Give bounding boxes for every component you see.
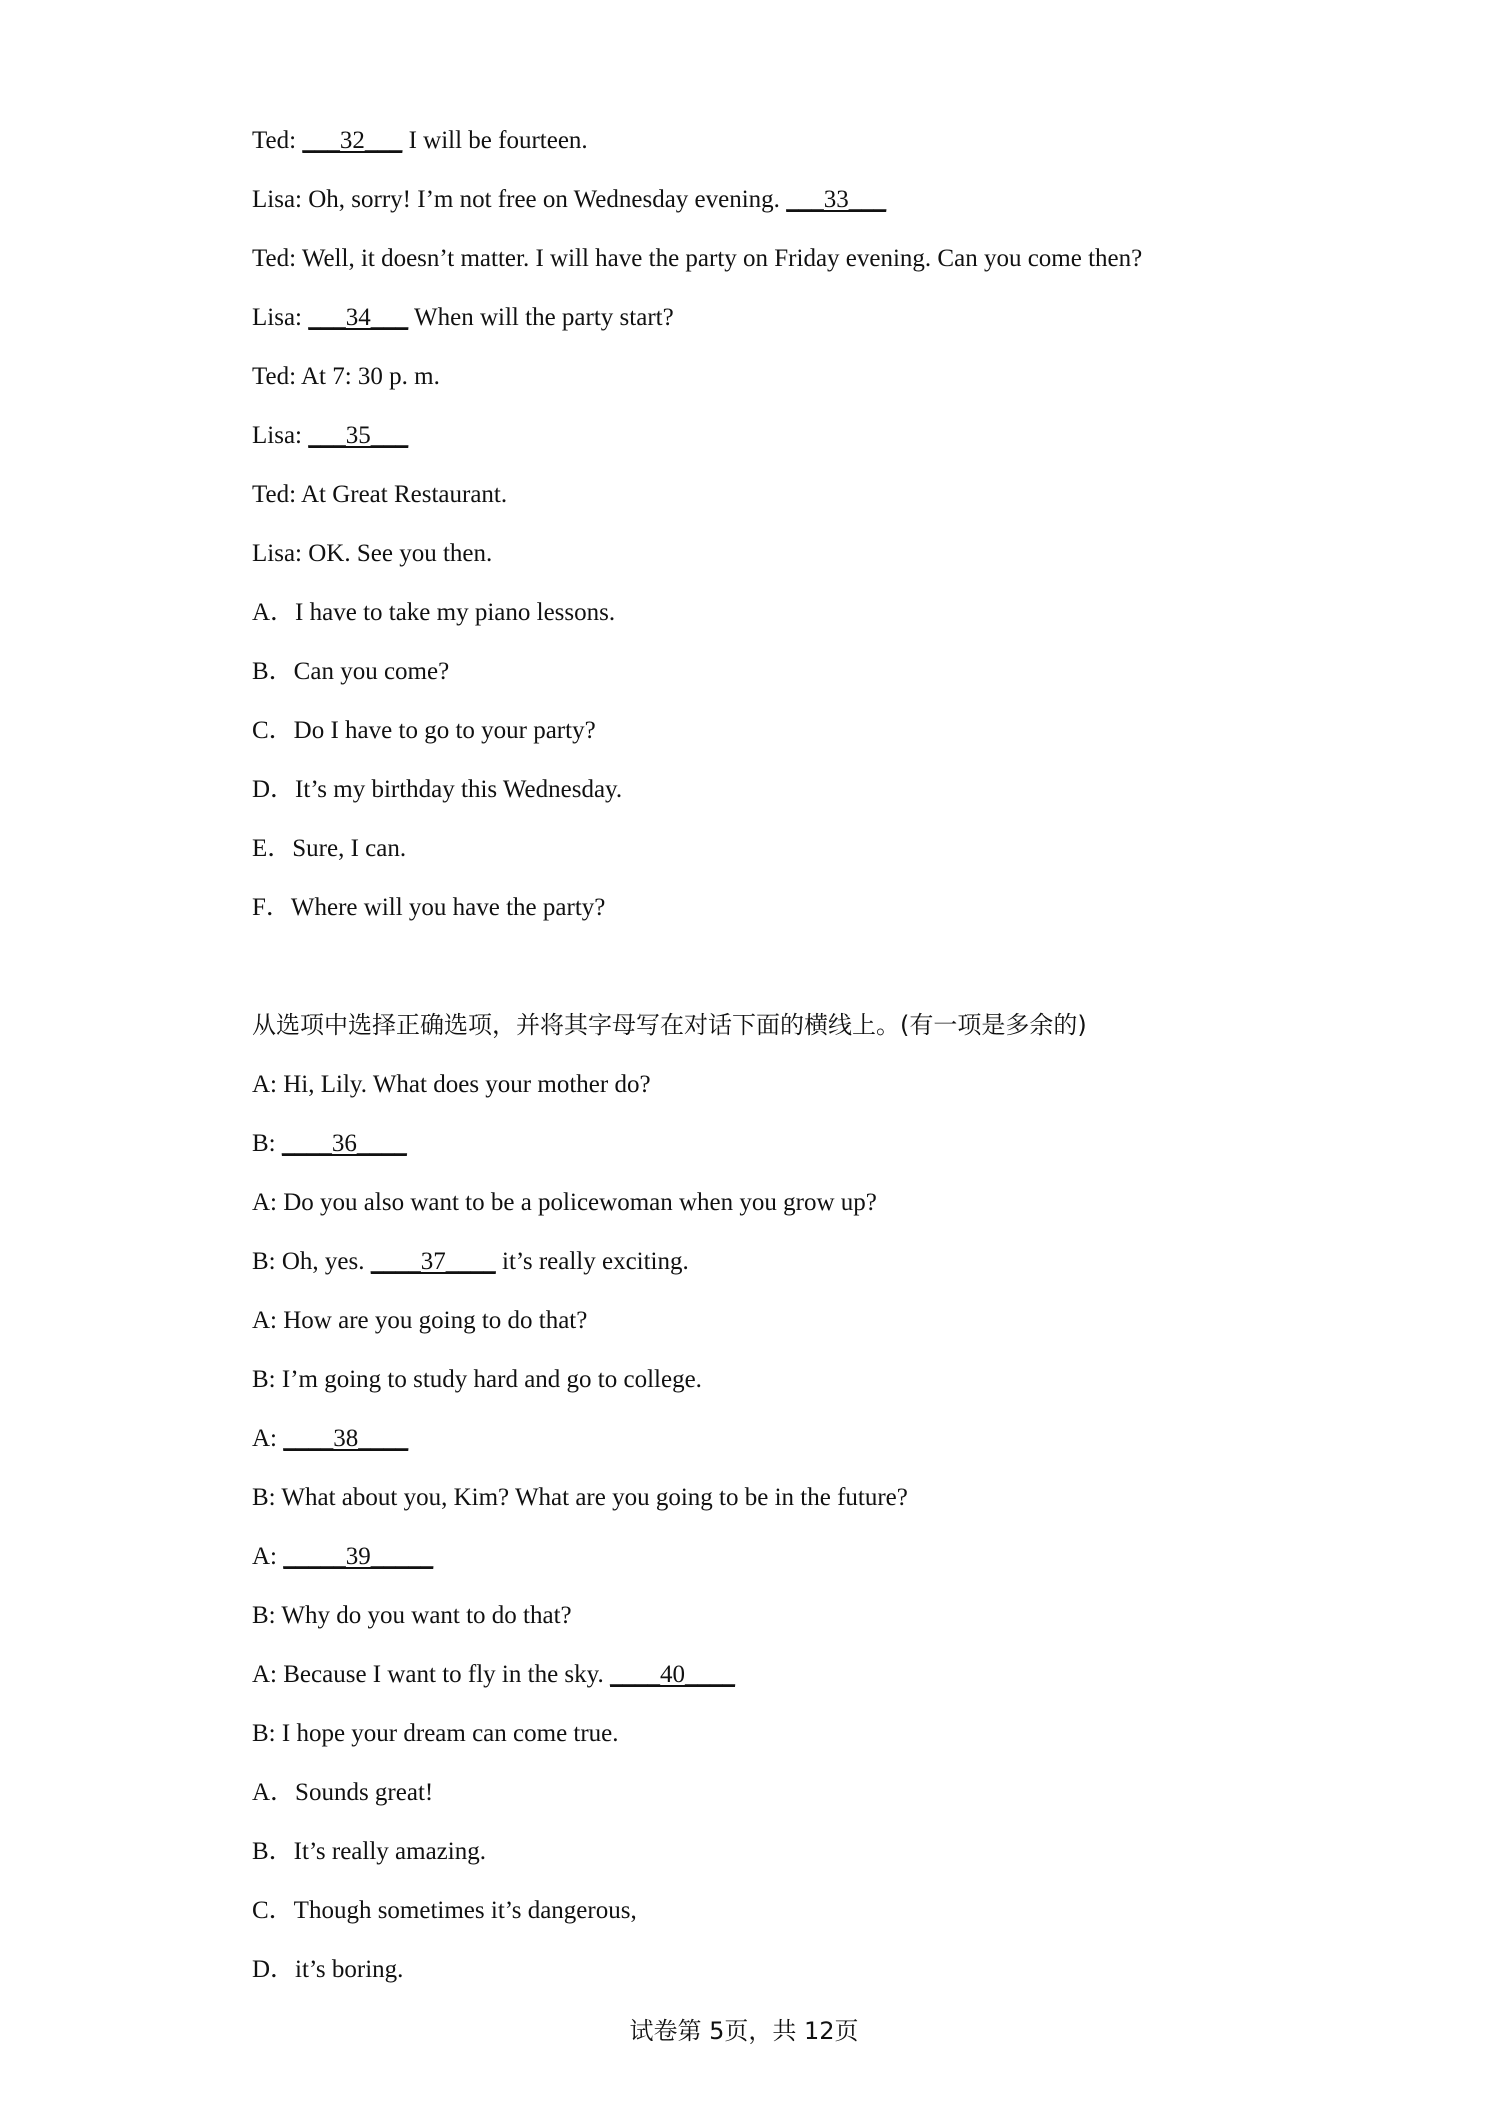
line-text: I will be fourteen. — [402, 127, 588, 154]
answer-blank-36[interactable]: ____36____ — [281, 1130, 407, 1157]
line-text: A: — [252, 1543, 284, 1570]
dialogue-line-ted-4: Ted: At Great Restaurant. — [252, 481, 508, 508]
answer-blank-40[interactable]: ____40____ — [610, 1661, 736, 1688]
dialogue-line-ted-2: Ted: Well, it doesn’t matter. I will have the party on Friday evening. Can you come then? — [252, 245, 1143, 272]
dialogue-line-a-5 — [252, 1541, 433, 1573]
option-e: E．Sure, I can. — [252, 835, 407, 862]
dialogue-line-a-4 — [252, 1423, 408, 1455]
section-instruction: 从选项中选择正确选项，并将其字母写在对话下面的横线上。(有一项是多余的) — [252, 1011, 1087, 1039]
dialogue-line-ted-1 — [252, 125, 588, 157]
dialogue-line-lisa-3 — [252, 420, 408, 452]
option-b: B．Can you come? — [252, 658, 450, 685]
line-text: When will the party start? — [408, 304, 674, 331]
dialogue-line-b-5: B: Why do you want to do that? — [252, 1602, 572, 1629]
dialogue-line-b-3: B: I’m going to study hard and go to college. — [252, 1366, 702, 1393]
option-c: C．Do I have to go to your party? — [252, 717, 596, 744]
dialogue-line-a-6 — [252, 1659, 735, 1691]
answer-blank-35[interactable]: ___35___ — [308, 422, 409, 449]
answer-blank-32[interactable]: ___32___ — [302, 127, 403, 154]
answer-blank-39[interactable]: _____39_____ — [283, 1543, 434, 1570]
line-text: A: Because I want to fly in the sky. — [252, 1661, 611, 1688]
dialogue-line-a-2: A: Do you also want to be a policewoman when you grow up? — [252, 1189, 877, 1216]
line-text: it’s really exciting. — [495, 1248, 689, 1275]
dialogue-line-lisa-4: Lisa: OK. See you then. — [252, 540, 493, 567]
answer-blank-33[interactable]: ___33___ — [786, 186, 887, 213]
dialogue-line-lisa-1 — [252, 184, 886, 216]
answer-blank-34[interactable]: ___34___ — [308, 304, 409, 331]
line-text: A: — [252, 1425, 284, 1452]
option-b-2: B．It’s really amazing. — [252, 1838, 486, 1865]
dialogue-line-a-3: A: How are you going to do that? — [252, 1307, 588, 1334]
line-text: Lisa: — [252, 304, 309, 331]
dialogue-line-b-6: B: I hope your dream can come true. — [252, 1720, 619, 1747]
line-text: B: — [252, 1130, 282, 1157]
option-d-2: D．it’s boring. — [252, 1956, 404, 1983]
option-f: F．Where will you have the party? — [252, 894, 606, 921]
line-text: Lisa: — [252, 422, 309, 449]
dialogue-line-b-4: B: What about you, Kim? What are you going to be in the future? — [252, 1484, 908, 1511]
dialogue-line-ted-3: Ted: At 7: 30 p. m. — [252, 363, 440, 390]
option-c-2: C．Though sometimes it’s dangerous, — [252, 1897, 637, 1924]
dialogue-line-b-2 — [252, 1246, 689, 1278]
page-footer: 试卷第 5页，共 12页 — [629, 2017, 859, 2045]
answer-blank-37[interactable]: ____37____ — [370, 1248, 496, 1275]
line-text: Ted: — [252, 127, 303, 154]
line-text: Lisa: Oh, sorry! I’m not free on Wednesday evening. — [252, 186, 787, 213]
line-text: B: Oh, yes. — [252, 1248, 371, 1275]
dialogue-line-a-1: A: Hi, Lily. What does your mother do? — [252, 1071, 651, 1098]
dialogue-line-lisa-2 — [252, 302, 674, 334]
option-a-2: A．Sounds great! — [252, 1779, 434, 1806]
option-d: D．It’s my birthday this Wednesday. — [252, 776, 623, 803]
dialogue-line-b-1 — [252, 1128, 407, 1160]
option-a: A．I have to take my piano lessons. — [252, 599, 616, 626]
answer-blank-38[interactable]: ____38____ — [283, 1425, 409, 1452]
